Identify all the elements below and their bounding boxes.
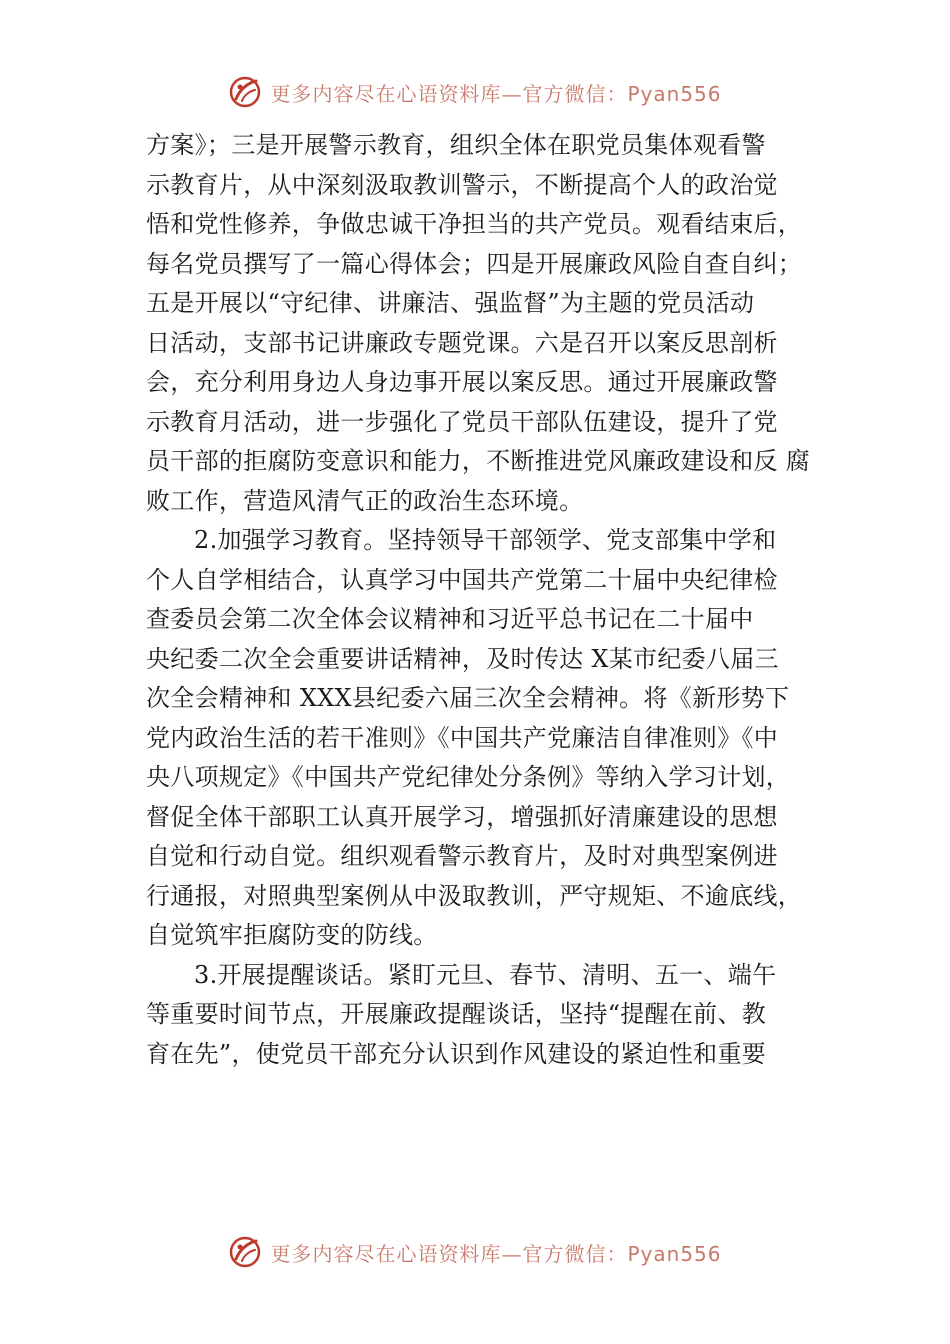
watermark-label: 更多内容尽在心语资料库—官方微信： xyxy=(270,81,628,106)
text-line: 败工作，营造风清气正的政治生态环境。 xyxy=(146,486,584,515)
text-line: 央纪委二次全会重要讲话精神，及时传达 X某市纪委八届三 xyxy=(146,644,779,673)
text-line: 行通报，对照典型案例从中汲取教训，严守规矩、不逾底线， xyxy=(146,881,803,910)
watermark-text xyxy=(270,78,721,107)
paragraph-start-line: 3.开展提醒谈话。紧盯元旦、春节、清明、五一、端午 xyxy=(194,960,777,989)
document-body xyxy=(146,126,846,1074)
text-line: 个人自学相结合，认真学习中国共产党第二十届中央纪律检 xyxy=(146,565,778,594)
paragraph-start-line: 2.加强学习教育。坚持领导干部领学、党支部集中学和 xyxy=(194,526,777,554)
text-line: 悟和党性修养，争做忠诚干净担当的共产党员。观看结束后， xyxy=(146,210,803,238)
watermark-text xyxy=(270,1238,721,1267)
text-line: 次全会精神和 XXX县纪委六届三次全会精神。将《新形势下 xyxy=(146,684,790,712)
text-line: 五是开展以“守纪律、讲廉洁、强监督”为主题的党员活动 xyxy=(146,289,755,317)
brand-logo-icon xyxy=(228,1235,262,1269)
header-watermark xyxy=(0,72,950,112)
text-line: 示教育月活动，进一步强化了党员干部队伍建设，提升了党 xyxy=(146,407,778,436)
text-line: 方案》；三是开展警示教育，组织全体在职党员集体观看警 xyxy=(146,131,766,159)
watermark-label: 更多内容尽在心语资料库—官方微信： xyxy=(270,1241,628,1266)
text-line: 查委员会第二次全体会议精神和习近平总书记在二十届中 xyxy=(146,605,754,633)
text-line: 自觉筑牢拒腐防变的防线。 xyxy=(146,921,438,949)
text-line: 每名党员撰写了一篇心得体会；四是开展廉政风险自查自纠； xyxy=(146,249,803,278)
text-line: 示教育片，从中深刻汲取教训警示，不断提高个人的政治觉 xyxy=(146,170,778,199)
watermark-wechat-id: Pyan556 xyxy=(627,81,722,106)
footer-watermark xyxy=(0,1232,950,1272)
text-line: 自觉和行动自觉。组织观看警示教育片，及时对典型案例进 xyxy=(146,842,778,870)
text-line: 员干部的拒腐防变意识和能力，不断推进党风廉政建设和反 腐 xyxy=(146,447,811,475)
text-line: 央八项规定》《中国共产党纪律处分条例》等纳入学习计划， xyxy=(146,763,791,791)
text-line: 日活动，支部书记讲廉政专题党课。六是召开以案反思剖析 xyxy=(146,328,778,357)
text-line: 等重要时间节点，开展廉政提醒谈话，坚持“提醒在前、教 xyxy=(146,1000,767,1028)
text-line: 会，充分利用身边人身边事开展以案反思。通过开展廉政警 xyxy=(146,368,778,396)
watermark-wechat-id: Pyan556 xyxy=(627,1241,722,1266)
brand-logo-icon xyxy=(228,75,262,109)
text-line: 育在先”，使党员干部充分认识到作风建设的紧迫性和重要 xyxy=(146,1039,767,1068)
text-line: 党内政治生活的若干准则》《中国共产党廉洁自律准则》《中 xyxy=(146,723,779,752)
text-line: 督促全体干部职工认真开展学习，增强抓好清廉建设的思想 xyxy=(146,802,778,831)
